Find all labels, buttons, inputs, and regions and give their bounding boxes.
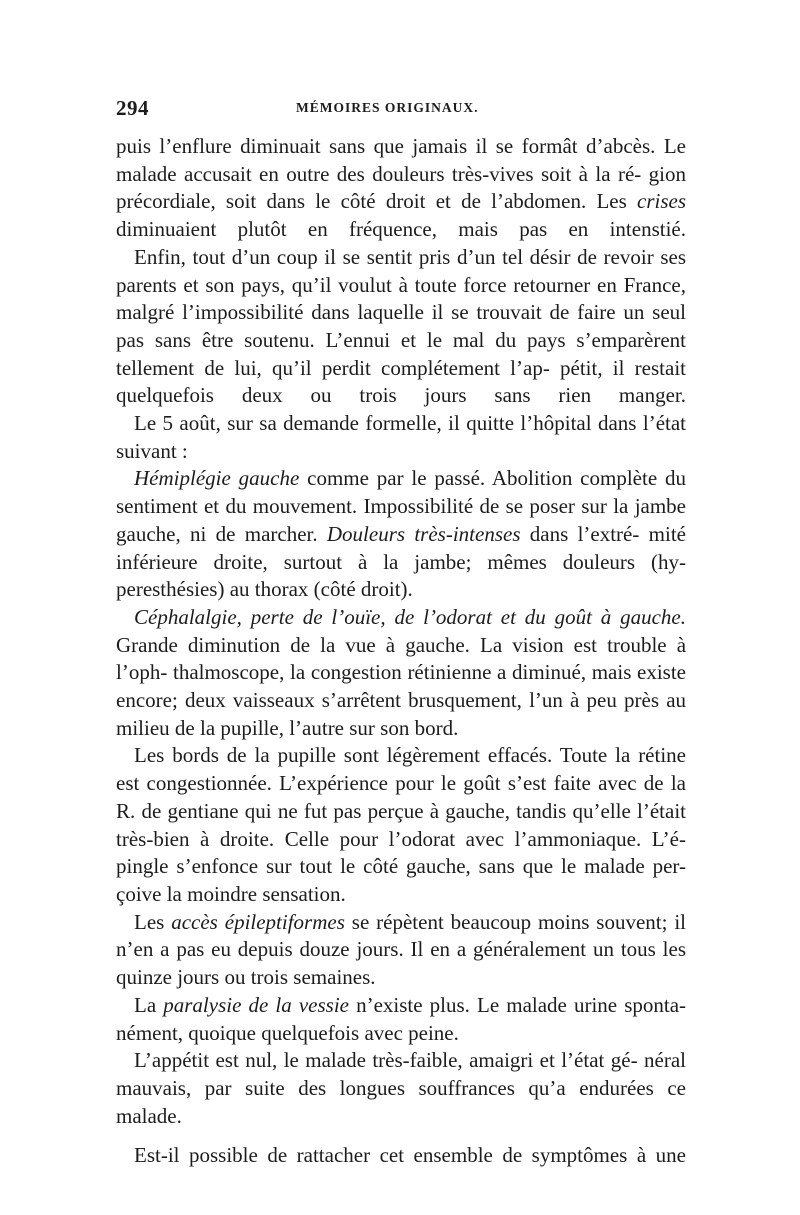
text-line: diminuaient plutôt en fréquence, mais pas en intenstié.	[116, 217, 686, 242]
text-line: au milieu de la pupille, l’autre sur son bord.	[116, 688, 687, 740]
text-line: dans l’extré-	[520, 521, 640, 546]
paragraph	[116, 909, 686, 992]
text-line: pingle s’enfonce sur tout le côté gauche, sans que le malade per-	[116, 854, 686, 879]
text-line: ce malade.	[116, 1075, 686, 1128]
italic-term: Hémiplégie gauche	[134, 466, 300, 491]
text-line: se répètent beaucoup moins souvent; il	[344, 909, 686, 934]
text-line: sentiment et du mouvement. Impossibilité de se poser sur la	[116, 494, 629, 519]
text-line: ses parents et son pays, qu’il voulut à toute force retourner en	[116, 244, 686, 297]
running-head: MÉMOIRES ORIGINAUX.	[296, 100, 479, 115]
text-line: mité inférieure droite, surtout à la jambe; mêmes douleurs (hy-	[116, 521, 686, 574]
text-line: Les	[134, 909, 172, 934]
text-line: s’emparèrent tellement de lui, qu’il perdit complétement l’ap-	[116, 327, 686, 380]
text-line: n’en a pas eu depuis douze jours. Il en a généralement un tous	[116, 937, 656, 962]
paragraph	[116, 410, 686, 465]
text-line: diminution de la vue à gauche. La vision est trouble à l’oph-	[116, 632, 687, 685]
paragraph	[116, 133, 686, 244]
body-text	[116, 133, 686, 1170]
text-line: Est-il possible de rattacher cet ensemble de symptômes à une	[134, 1143, 686, 1168]
text-line: nément, quoique quelquefois avec peine.	[116, 1020, 459, 1045]
page-number: 294	[116, 96, 149, 120]
text-line: Le malade accusait en outre des douleurs très-vives soit à la ré-	[116, 134, 686, 186]
text-line: néral mauvais, par suite des longues souffrances qu’a endurées	[116, 1048, 686, 1100]
text-line: thalmoscope, la congestion rétinienne a diminué, mais existe	[172, 660, 687, 685]
paragraph	[116, 1142, 686, 1170]
text-line: l’état suivant :	[116, 411, 687, 463]
italic-term: accès épileptiformes	[171, 909, 345, 934]
italic-term: Céphalalgie, perte de l’ouïe, de l’odorat et du goût à gauche.	[134, 604, 686, 629]
text-line: L’appétit est nul, le malade très-faible, amaigri et l’état gé-	[134, 1048, 638, 1073]
text-line: Enfin, tout d’un coup il se sentit pris d’un tel désir de revoir	[134, 244, 654, 269]
paragraph	[116, 465, 686, 604]
text-line: n’existe plus. Le malade urine sponta-	[348, 992, 687, 1017]
paragraph	[116, 1047, 686, 1130]
text-line: çoive la moindre sensation.	[116, 881, 346, 906]
text-line: La	[134, 992, 164, 1017]
paragraph	[116, 244, 686, 410]
paragraph	[116, 742, 686, 908]
text-line: puis l’enflure diminuait sans que jamais il se formât d’abcès.	[116, 134, 656, 158]
paragraph	[116, 992, 686, 1047]
text-line: gion précordiale, soit dans le côté droit et de l’abdomen. Les	[116, 161, 687, 214]
text-line: très-bien à droite. Celle pour l’odorat avec l’ammoniaque. L’é-	[116, 826, 686, 851]
text-line: Les bords de la pupille sont légèrement effacés. Toute la rétine	[134, 743, 686, 768]
text-line: encore; deux vaisseaux s’arrêtent brusquement, l’un à peu près	[116, 688, 660, 713]
text-line: Grande	[116, 632, 178, 657]
text-line: les quinze jours ou trois semaines.	[116, 937, 686, 990]
text-line: Le 5 août, sur sa demande formelle, il quitte l’hôpital dans	[134, 411, 637, 436]
text-line: jambe gauche, ni de marcher.	[116, 494, 686, 546]
page-header	[116, 96, 686, 126]
text-line: R. de gentiane qui ne fut pas perçue à gauche, tandis qu’elle l’était	[116, 798, 686, 823]
italic-term: Douleurs très-intenses	[326, 521, 521, 546]
text-line: comme par le passé. Abolition complète du	[299, 466, 686, 491]
italic-term: crises	[637, 189, 686, 214]
paragraph	[116, 604, 686, 743]
text-line: pétit, il restait quelquefois deux ou trois jours sans rien manger.	[116, 355, 686, 408]
text-line: peresthésies) au thorax (côté droit).	[116, 577, 413, 602]
italic-term: paralysie de la vessie	[163, 992, 349, 1017]
text-line: faire un seul pas sans être soutenu. L’ennui et le mal du pays	[116, 300, 686, 352]
text-line: France, malgré l’impossibilité dans laquelle il se trouvait de	[116, 272, 686, 325]
text-line: est congestionnée. L’expérience pour le goût s’est faite avec de la	[116, 771, 686, 796]
